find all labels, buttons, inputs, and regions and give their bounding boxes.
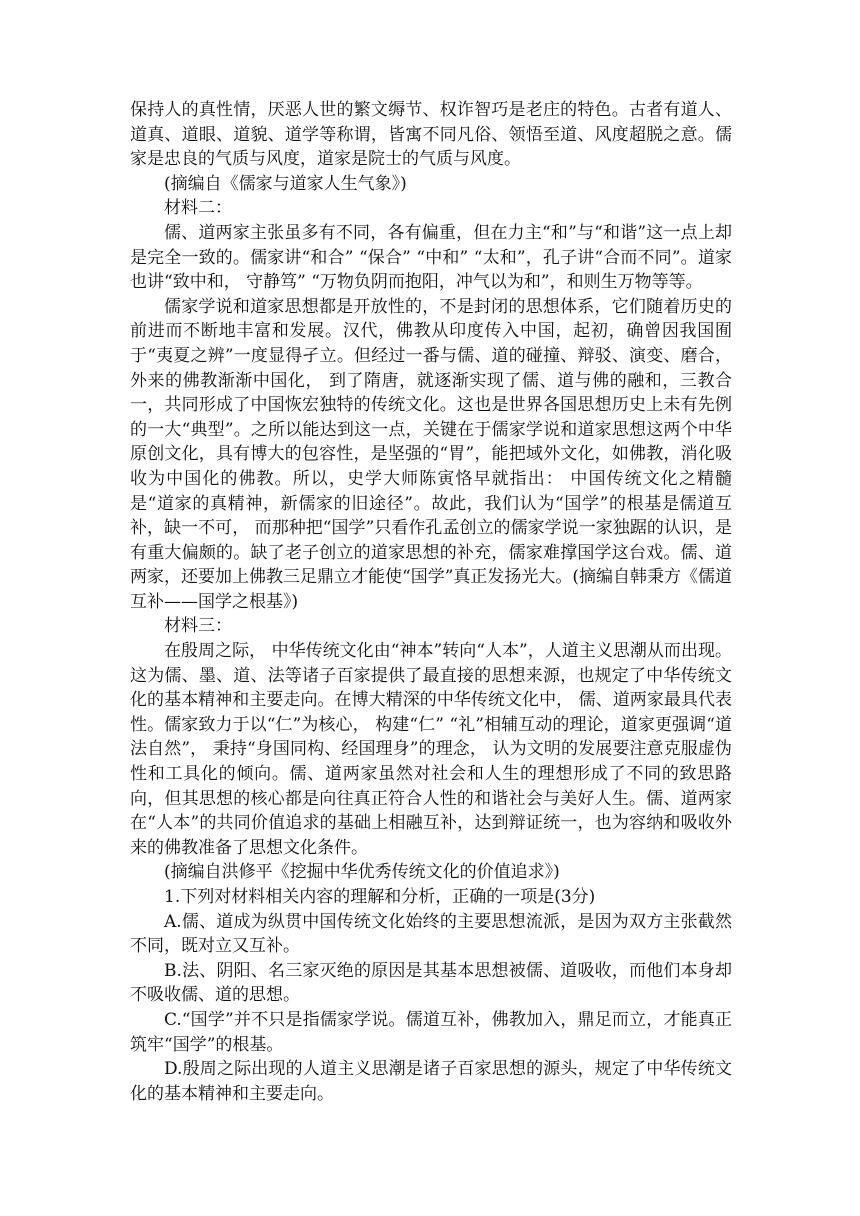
option-b: B.法、阴阳、名三家灭绝的原因是其基本思想被儒、道吸收，而他们本身却不吸收儒、道的思想。 [130,960,732,1006]
source-citation-one: (摘编自《儒家与道家人生气象》) [164,173,407,194]
paragraph-material-one-end: 保持人的真性情，厌恶人世的繁文缛节、权诈智巧是老庄的特色。古者有道人、道真、道眼、道貌、道学等称谓，皆寓不同凡俗、领悟至道、风度超脱之意。儒家是忠良的气质与风度，道家是院士的气质与风度。 [130,100,732,170]
paragraph-material-three: 在殷周之际， 中华传统文化由“神本”转向“人本”，人道主义思潮从而出现。这为儒、墨、道、法等诸子百家提供了最直接的思想来源，也规定了中华传统文化的基本精神和主要走向。在博大精深的中华传统文化中， 儒、道两家最具代表性。儒家致力于以“仁”为核心， 构建“仁” “礼”相辅互动的理论，道家更强调“道法自然”， 秉持“身国同构、经国理身”的理念， 认为文明的发展要注意克服虚伪性和工具化的倾向。儒、道两家虽然对社会和人生的理想形成了不同的致思路向，但其思想的核心都是向往真正符合人性的和谐社会与美好人生。儒、道两家在“人本”的共同价值追求的基础上相融互补，达到辩证统一，也为容纳和吸收外来的佛教准备了思想文化条件。 [130,641,732,858]
material-three-heading: 材料三： [164,616,232,637]
option-d: D.殷周之际出现的人道主义思潮是诸子百家思想的源头，规定了中华传统文化的基本精神和主要走向。 [130,1059,732,1104]
option-c: C.“国学”并不只是指儒家学说。儒道互补，佛教加入，鼎足而立，才能真正筑牢“国学”的根基。 [130,1009,732,1055]
paragraph-material-two-a: 儒、道两家主张虽多有不同，各有偏重，但在力主“和”与“和谐”这一点上却是完全一致的。儒家讲“和合” “保合” “中和” “太和”，孔子讲“合而不同”。道家也讲“致中和， 守静笃” “万物负阴而抱阳，冲气以为和”，和则生万物等等。 [130,222,732,293]
option-a: A.儒、道成为纵贯中国传统文化始终的主要思想流派，是因为双方主张截然不同，既对立又互补。 [130,911,732,957]
document-page [130,98,732,1106]
source-citation-three: (摘编自洪修平《挖掘中华优秀传统文化的价值追求》) [164,862,560,883]
material-two-heading: 材料二： [164,198,232,219]
question-one-stem: 1.下列对材料相关内容的理解和分析，正确的一项是(3分) [164,887,596,907]
paragraph-material-two-b: 儒家学说和道家思想都是开放性的，不是封闭的思想体系，它们随着历史的前进而不断地丰富和发展。汉代，佛教从印度传入中国，起初，确曾因我国囿于“夷夏之辨”一度显得孑立。但经过一番与儒、道的碰撞、辩驳、演变、磨合，外来的佛教渐渐中国化， 到了隋唐，就逐渐实现了儒、道与佛的融和，三教合一，共同形成了中国恢宏独特的传统文化。这也是世界各国思想历史上未有先例的一大“典型”。之所以能达到这一点，关键在于儒家学说和道家思想这两个中华原创文化，具有博大的包容性，是坚强的“胃”，能把域外文化，如佛教，消化吸收为中国化的佛教。所以，史学大师陈寅恪早就指出： 中国传统文化之精髓是“道家的真精神，新儒家的旧途径”。故此，我们认为“国学”的根基是儒道互补，缺一不可， 而那种把“国学”只看作孔孟创立的儒家学说一家独踞的认识，是有重大偏颇的。缺了老子创立的道家思想的补充，儒家难撑国学这台戏。儒、道两家，还要加上佛教三足鼎立才能使“国学”真正发扬光大。(摘编自韩秉方《儒道互补——国学之根基》) [130,296,733,612]
